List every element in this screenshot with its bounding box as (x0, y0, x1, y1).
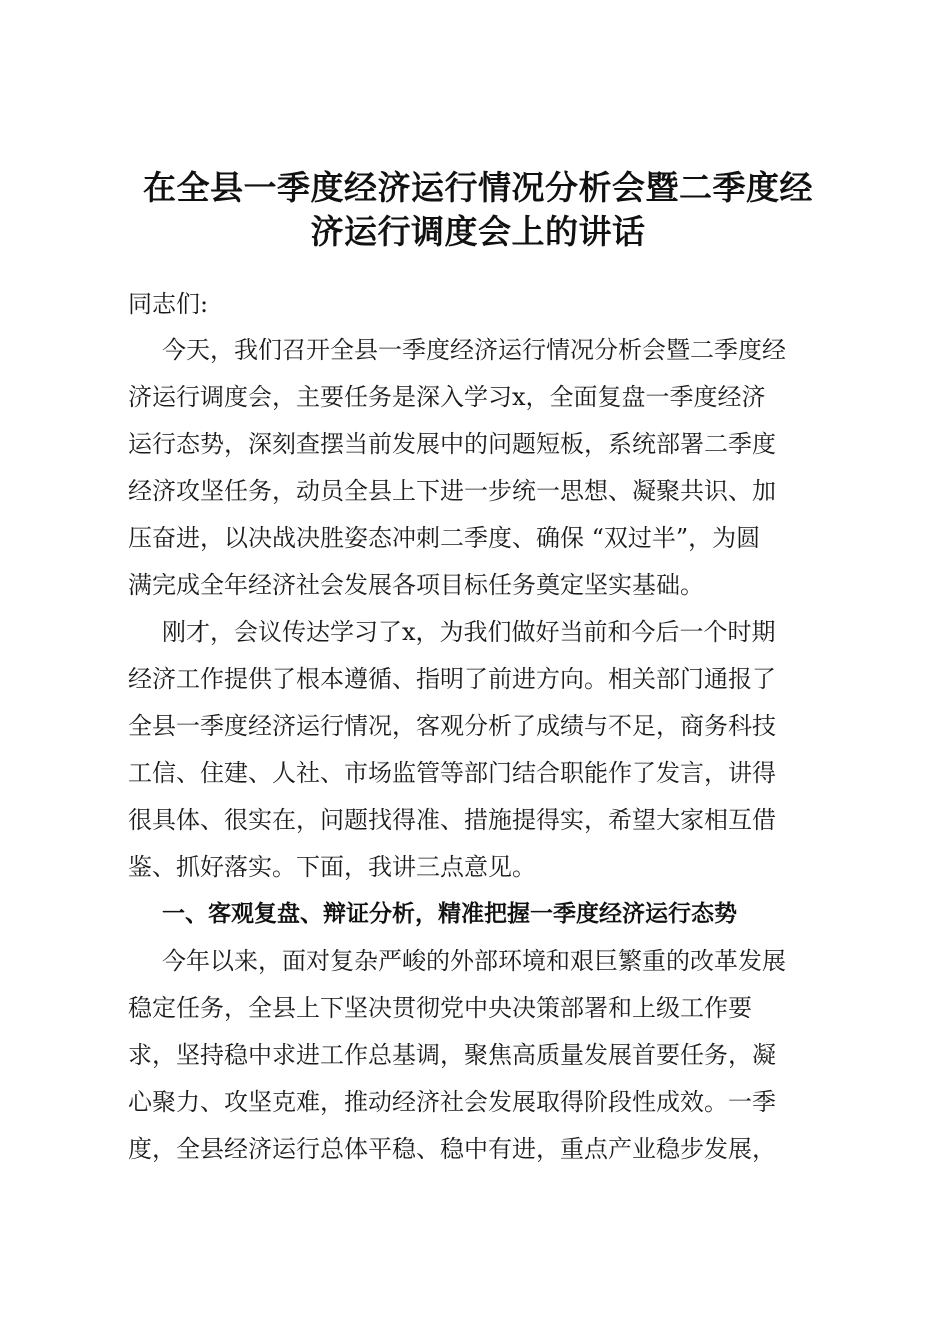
text-line: 经济工作提供了根本遵循、指明了前进方向。相关部门通报了 (128, 665, 776, 693)
section-heading-1: 一、客观复盘、辩证分析，精准把握一季度经济运行态势 (162, 901, 737, 927)
text-line: 刚才，会议传达学习了x，为我们做好当前和今后一个时期 (162, 618, 776, 646)
salutation: 同志们: (128, 290, 209, 318)
title-line: 济运行调度会上的讲话 (310, 212, 646, 251)
text-line: 经济攻坚任务，动员全县上下进一步统一思想、凝聚共识、加 (128, 477, 776, 505)
text-line: 运行态势，深刻查摆当前发展中的问题短板，系统部署二季度 (128, 430, 776, 458)
text-line: 鉴、抓好落实。下面，我讲三点意见。 (128, 853, 536, 881)
text-line: 心聚力、攻坚克难，推动经济社会发展取得阶段性成效。一季 (128, 1088, 776, 1116)
paragraph-opening (128, 327, 828, 609)
document-body (128, 166, 828, 1173)
text-line: 满完成全年经济社会发展各项目标任务奠定坚实基础。 (128, 571, 704, 599)
text-line: 今年以来，面对复杂严峻的外部环境和艰巨繁重的改革发展 (162, 947, 786, 975)
text-line: 济运行调度会，主要任务是深入学习x，全面复盘一季度经济 (128, 383, 766, 411)
paragraph-section-1 (128, 938, 828, 1173)
text-line: 压奋进，以决战决胜姿态冲刺二季度、确保 “双过半”，为圆 (128, 524, 761, 552)
text-line: 稳定任务，全县上下坚决贯彻党中央决策部署和上级工作要 (128, 994, 752, 1022)
title-line: 在全县一季度经济运行情况分析会暨二季度经 (143, 168, 813, 207)
text-line: 今天，我们召开全县一季度经济运行情况分析会暨二季度经 (162, 336, 786, 364)
text-line: 求，坚持稳中求进工作总基调，聚焦高质量发展首要任务，凝 (128, 1041, 776, 1069)
text-line: 度，全县经济运行总体平稳、稳中有进，重点产业稳步发展， (128, 1135, 776, 1163)
text-line: 工信、住建、人社、市场监管等部门结合职能作了发言，讲得 (128, 759, 776, 787)
text-line: 很具体、很实在，问题找得准、措施提得实，希望大家相互借 (128, 806, 776, 834)
text-line: 全县一季度经济运行情况，客观分析了成绩与不足，商务科技 (128, 712, 776, 740)
document-title (128, 166, 828, 254)
paragraph-review (128, 609, 828, 891)
